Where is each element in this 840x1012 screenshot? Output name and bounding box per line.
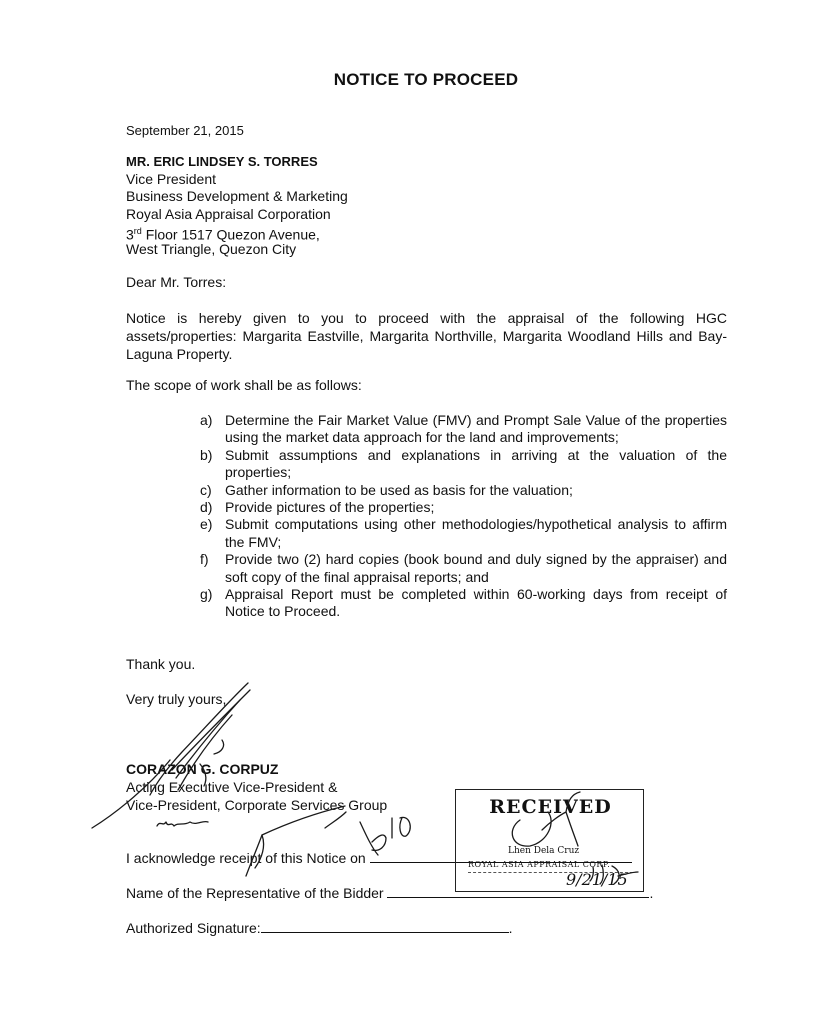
closing: Very truly yours, [126,691,227,707]
recipient-line: West Triangle, Quezon City [126,240,297,257]
list-item: b) Submit assumptions and explanations in arriving at the valuation of the properties; [200,446,727,481]
list-item: g) Appraisal Report must be completed within 60-working days from receipt of Notice to Proceed. [200,586,727,620]
initials-stroke [157,822,208,826]
stamp-signature [512,792,580,846]
signatory-name: CORAZON G. CORPUZ [126,761,279,777]
receipt-scribble [325,812,346,828]
acknowledge-line: I acknowledge receipt of this Notice on [126,849,632,868]
authorized-line: Authorized Signature: . [126,920,513,936]
list-item: e) Submit computations using other methodologies/hypothetical analysis to affirm the FMV; [200,516,727,550]
list-item: d) Provide pictures of the properties; [200,499,435,516]
signature-stroke [150,683,248,795]
receipt-scribble [392,817,410,838]
receipt-scribble [246,835,264,876]
receipt-scribble [262,806,345,835]
salutation: Dear Mr. Torres: [126,274,227,290]
thank-you: Thank you. [126,656,196,672]
letter-date: September 21, 2015 [126,123,244,138]
stamp-org: ROYAL ASIA APPRAISAL CORP. [468,860,611,869]
recipient-line-floor: 3rd Floor 1517 Quezon Avenue, [126,226,320,243]
signature-stroke [214,740,224,754]
recipient-line: Vice President [126,170,217,187]
representative-line: Name of the Representative of the Bidder . [126,885,654,901]
list-item: c) Gather information to be used as basis for the valuation; [200,481,573,498]
signature-stroke [178,715,232,790]
stamp-title: RECEIVED [489,796,612,818]
stamp-date-scribble [590,865,638,884]
signature-stroke [176,700,240,778]
signature-stroke [200,764,206,786]
recipient-line: Royal Asia Appraisal Corporation [126,205,331,222]
signatory-title: Acting Executive Vice-President & [126,779,338,795]
signature-stroke [92,760,170,828]
document-title: NOTICE TO PROCEED [333,70,519,89]
scope-intro: The scope of work shall be as follows: [126,377,362,393]
body-paragraph: Notice is hereby given to you to proceed with the appraisal of the following HGC assets/properties: Margarita Eastville, Margarita Northville, Margarita Woodland Hills and Bay-Laguna Property. [126,310,727,362]
stamp-date: 9/21/15 [566,870,628,889]
recipient-name: MR. ERIC LINDSEY S. TORRES [126,154,318,169]
list-item: f) Provide two (2) hard copies (book bound and duly signed by the appraiser) and soft copy of the final appraisal reports; and [200,551,727,585]
signatory-title: Vice-President, Corporate Services Group [126,797,388,813]
list-item: a) Determine the Fair Market Value (FMV) and Prompt Sale Value of the properties using the market data approach for the land and improvements; [200,412,727,446]
recipient-line: Business Development & Marketing [126,188,348,204]
receipt-scribble [360,822,386,855]
stamp-name: Lhen Dela Cruz [508,846,580,856]
